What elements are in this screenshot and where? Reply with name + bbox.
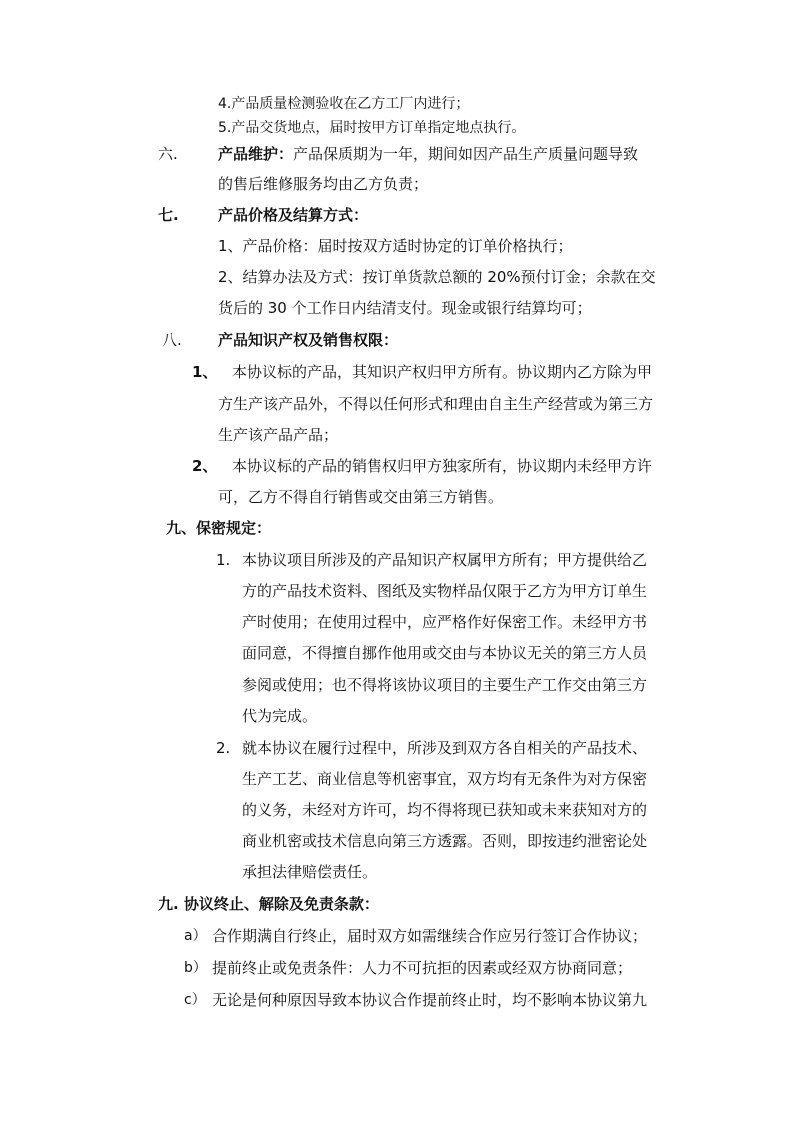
section10-heading: 九. 协议终止、解除及免责条款：	[158, 895, 379, 913]
section9-item2-line2: 生产工艺、商业信息等机密事宜，双方均有无条件为对方保密	[242, 770, 648, 788]
section9-heading: 九、保密规定：	[166, 519, 272, 537]
section6-number: 六.	[158, 145, 178, 163]
section8-heading: 产品知识产权及销售权限：	[218, 331, 399, 349]
section9-item1-line6: 代为完成。	[242, 707, 318, 725]
section7-item2-line2: 货后的 30 个工作日内结清支付。现金或银行结算均可；	[218, 299, 592, 317]
section10-item-c: 无论是何种原因导致本协议合作提前终止时，均不影响本协议第九	[212, 991, 648, 1009]
section5-item5: 5.产品交货地点，届时按甲方订单指定地点执行。	[218, 120, 526, 136]
section8-item2-number: 2、	[192, 457, 218, 475]
section8-item1-line3: 生产该产品产品；	[218, 426, 339, 444]
section9-item2-number: 2.	[216, 739, 231, 757]
section10-item-a: 合作期满自行终止，届时双方如需继续合作应另行签订合作协议；	[212, 927, 648, 945]
section8-number: 八.	[162, 331, 182, 349]
section9-item1-line5: 参阅或使用；也不得将该协议项目的主要生产工作交由第三方	[242, 676, 648, 694]
section8-item1-number: 1、	[192, 363, 218, 381]
section10-item-a-label: a）	[184, 928, 207, 944]
section9-item2-line4: 商业机密或技术信息向第三方透露。否则，即按违约泄密论处	[242, 832, 648, 850]
section10-item-b-label: b）	[184, 960, 207, 976]
section9-item1-line1: 本协议项目所涉及的产品知识产权属甲方所有；甲方提供给乙	[242, 551, 648, 569]
section9-item2-line1: 就本协议在履行过程中，所涉及到双方各自相关的产品技术、	[242, 739, 648, 757]
section9-item1-number: 1.	[216, 551, 231, 569]
section10-item-c-label: c）	[184, 992, 206, 1008]
section9-item1-line4: 面同意，不得擅自挪作他用或交由与本协议无关的第三方人员	[242, 644, 648, 662]
section7-item1: 1、产品价格：届时按双方适时协定的订单价格执行；	[218, 237, 573, 255]
section9-item2-line5: 承担法律赔偿责任。	[242, 863, 378, 881]
section6-text: 产品保质期为一年，期间如因产品生产质量问题导致	[293, 145, 639, 163]
section6-heading: 产品维护：	[218, 145, 294, 163]
section9-item1-line3: 产时使用；在使用过程中，应严格作好保密工作。未经甲方书	[242, 613, 648, 631]
section9-item2-line3: 的义务，未经对方许可，均不得将现已获知或未来获知对方的	[242, 801, 648, 819]
section7-item2-line1: 2、结算办法及方式：按订单货款总额的 20%预付订金；余款在交	[218, 268, 656, 286]
section5-item4: 4.产品质量检测验收在乙方工厂内进行；	[218, 96, 470, 112]
section6-line1	[218, 144, 638, 164]
section8-item2-line2: 可，乙方不得自行销售或交由第三方销售。	[218, 488, 504, 506]
section9-item1-line2: 方的产品技术资料、图纸及实物样品仅限于乙方为甲方订单生	[242, 582, 648, 600]
section8-item1-line2: 方生产该产品外，不得以任何形式和理由自主生产经营或为第三方	[218, 395, 654, 413]
section6-line2: 的售后维修服务均由乙方负责；	[218, 175, 429, 193]
section7-heading: 产品价格及结算方式：	[218, 206, 369, 224]
section8-item2-line1: 本协议标的产品的销售权归甲方独家所有，协议期内未经甲方许	[232, 457, 653, 475]
section10-item-b: 提前终止或免责条件：人力不可抗拒的因素或经双方协商同意；	[212, 959, 633, 977]
section8-item1-line1: 本协议标的产品，其知识产权归甲方所有。协议期内乙方除为甲	[232, 363, 653, 381]
section7-number: 七.	[158, 206, 179, 224]
